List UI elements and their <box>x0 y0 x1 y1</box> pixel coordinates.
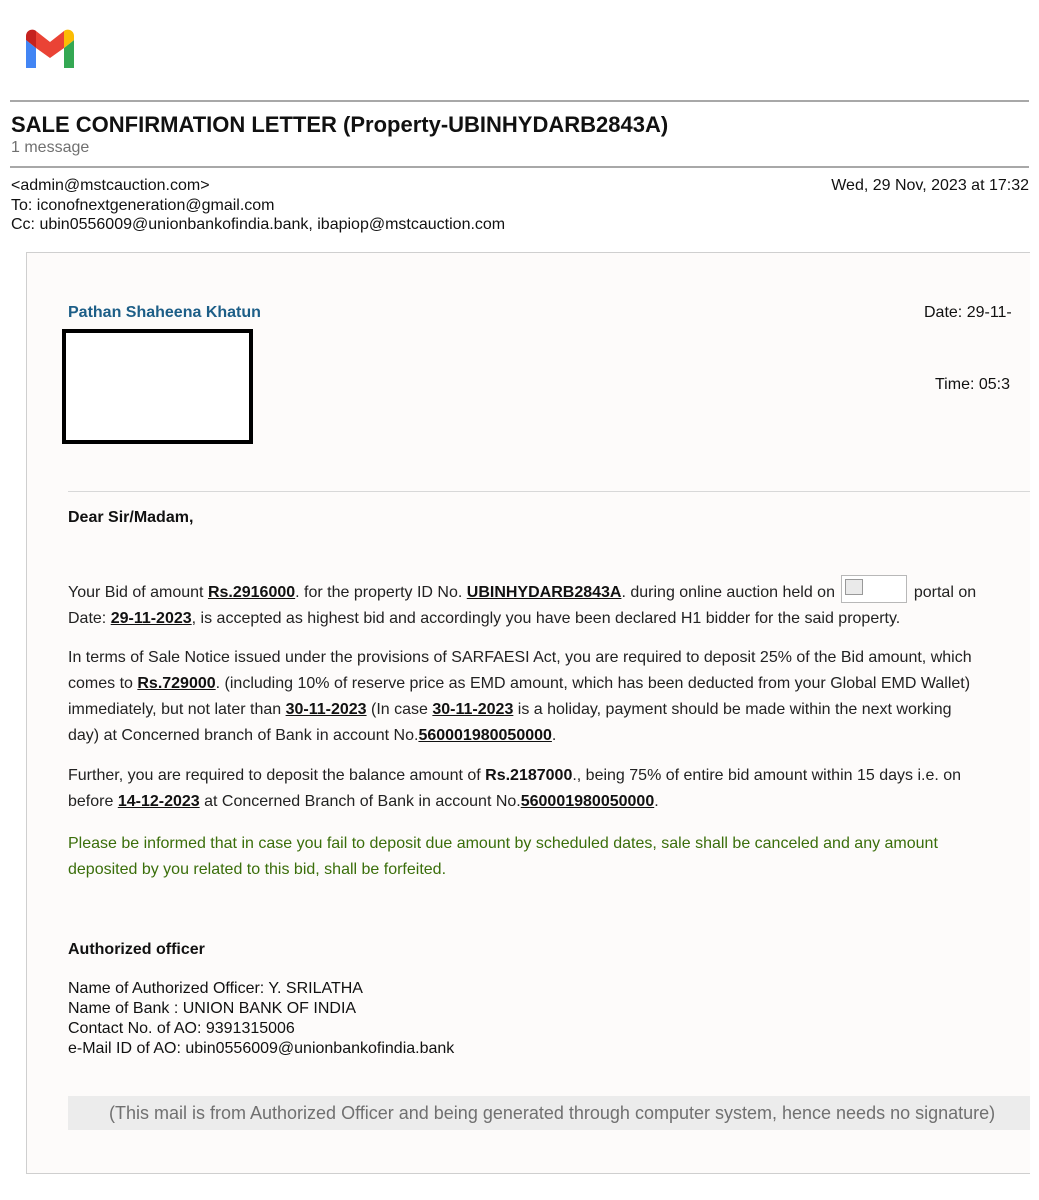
auction-date: 29-11-2023 <box>110 610 192 627</box>
bank-name: Name of Bank : UNION BANK OF INDIA <box>68 1000 357 1017</box>
deposit-deadline: 30-11-2023 <box>285 701 367 718</box>
paragraph-bid-accepted: Your Bid of amount Rs.2916000. for the property ID No. UBINHYDARB2843A. during online auction held on portal on Date: 29-11-2023, is accepted as highest bid and accordingly you have been declared H1 bidder for the said property. <box>68 575 1030 632</box>
sender-address[interactable]: <admin@mstcauction.com> <box>11 177 210 194</box>
gmail-logo-icon <box>22 26 78 70</box>
email-datetime: Wed, 29 Nov, 2023 at 17:32 <box>831 177 1029 194</box>
officer-email[interactable]: e-Mail ID of AO: ubin0556009@unionbankofindia.bank <box>68 1040 455 1057</box>
officer-details <box>68 979 454 1059</box>
forfeit-warning: Please be informed that in case you fail to deposit due amount by scheduled dates, sale shall be canceled and any amount deposited by you related to this bid, shall be forfeited. <box>68 835 938 878</box>
letter-date: Date: 29-11- <box>924 304 1012 321</box>
paragraph-deposit-25: In terms of Sale Notice issued under the provisions of SARFAESI Act, you are required to deposit 25% of the Bid amount, which comes to Rs.729000. (including 10% of reserve price as EMD amount, which has been deducted from your Global EMD Wallet) immediately, but not later than 30-11-2023 (In case 30-11-2023 is a holiday, payment should be made within the next working day) at Concerned branch of Bank in account No.560001980050000. <box>68 649 972 744</box>
header-divider <box>10 166 1029 168</box>
letter-body <box>26 252 1030 1174</box>
officer-name: Name of Authorized Officer: Y. SRILATHA <box>68 980 363 997</box>
paragraph-balance: Further, you are required to deposit the balance amount of Rs.2187000., being 75% of entire bid amount within 15 days i.e. on before 14-12-2023 at Concerned Branch of Bank in account No.560001980050000. <box>68 767 962 810</box>
photo-placeholder <box>62 329 253 444</box>
email-subject: SALE CONFIRMATION LETTER (Property-UBINHYDARB2843A) <box>11 112 669 137</box>
letter-time: Time: 05:3 <box>935 376 1010 393</box>
authorized-officer-heading: Authorized officer <box>68 941 205 958</box>
top-divider <box>10 100 1029 102</box>
broken-image-icon <box>841 575 907 603</box>
property-id: UBINHYDARB2843A <box>466 584 622 601</box>
bid-amount: Rs.2916000 <box>207 584 296 601</box>
recipient-name: Pathan Shaheena Khatun <box>68 304 261 321</box>
officer-contact: Contact No. of AO: 9391315006 <box>68 1020 295 1037</box>
system-generated-note: (This mail is from Authorized Officer and being generated through computer system, hence needs no signature) <box>68 1096 1030 1130</box>
balance-amount: Rs.2187000 <box>485 767 573 784</box>
balance-account-number: 560001980050000 <box>520 793 655 810</box>
message-count: 1 message <box>11 139 90 156</box>
letter-divider <box>68 491 1030 492</box>
deposit-amount: Rs.729000 <box>137 675 216 692</box>
greeting: Dear Sir/Madam, <box>68 509 194 526</box>
balance-deadline: 14-12-2023 <box>117 793 200 810</box>
account-number: 560001980050000 <box>418 727 552 744</box>
cc-recipients: Cc: ubin0556009@unionbankofindia.bank, ibapiop@mstcauction.com <box>11 216 506 233</box>
to-recipients: To: iconofnextgeneration@gmail.com <box>11 197 275 214</box>
holiday-date: 30-11-2023 <box>432 701 514 718</box>
